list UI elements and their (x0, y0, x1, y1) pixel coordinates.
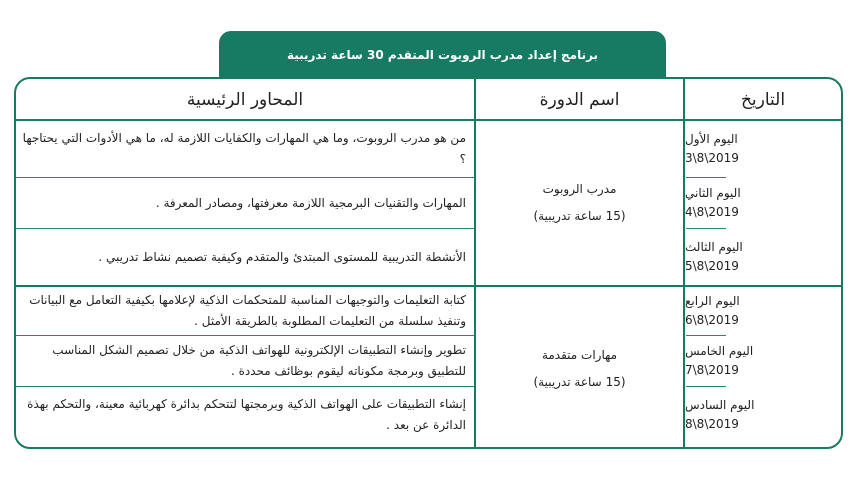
day-label: اليوم الرابع (685, 294, 740, 308)
course-hours: (15 ساعة تدريبية) (533, 375, 626, 389)
date-cell (685, 336, 841, 386)
date-value: 3\8\2019 (685, 151, 739, 165)
course-name: مدرب الروبوت (542, 182, 617, 196)
day-label: اليوم السادس (685, 398, 755, 412)
date-value: 6\8\2019 (685, 313, 739, 327)
day-label: اليوم الثاني (685, 186, 741, 200)
axis-cell: إنشاء التطبيقات على الهواتف الذكية وبرمجتها لتتحكم بدائرة كهربائية معينة، والتحكم بهذة الدائرة عن بعد . (27, 397, 466, 432)
header-course: اسم الدورة (539, 90, 620, 110)
date-cell (685, 387, 841, 443)
axis-cell: من هو مدرب الروبوت، وما هي المهارات والكفايات اللازمة له، ما هي الأدوات التي يحتاجها ؟ (22, 131, 466, 166)
day-label: اليوم الخامس (685, 344, 754, 358)
day-label: اليوم الأول (685, 132, 738, 146)
date-cell (685, 121, 841, 177)
header-axes: المحاور الرئيسية (186, 90, 304, 110)
date-cell (685, 229, 841, 285)
axis-cell: الأنشطة التدريبية للمستوى المبتدئ والمتقدم وكيفية تصميم نشاط تدريبي . (98, 249, 466, 264)
day-label: اليوم الثالث (685, 240, 743, 254)
date-cell (685, 178, 841, 228)
course-cell (476, 121, 683, 285)
schedule-table (14, 77, 843, 449)
date-value: 7\8\2019 (685, 363, 739, 377)
date-value: 4\8\2019 (685, 205, 739, 219)
course-cell (476, 287, 683, 449)
program-title: برنامج إعداد مدرب الروبوت المتقدم 30 ساعة تدريبية (219, 31, 666, 78)
axis-cell: كتابة التعليمات والتوجيهات المناسبة للمتحكمات الذكية لإعلامها بكيفية التعامل مع البيانات وتنفيذ سلسلة من التعليمات المطلوبة بالطريقة الأمثل . (29, 293, 466, 328)
course-hours: (15 ساعة تدريبية) (533, 209, 626, 223)
header-date: التاريخ (740, 90, 786, 110)
axis-cell: تطوير وإنشاء التطبيقات الإلكترونية للهواتف الذكية من خلال تصميم الشكل المناسب للتطبيق وبرمجة مكوناته ليقوم بوظائف محددة . (52, 343, 466, 378)
axis-cell: المهارات والتقنيات البرمجية اللازمة معرفتها، ومصادر المعرفة . (155, 195, 466, 210)
date-value: 8\8\2019 (685, 417, 739, 431)
date-value: 5\8\2019 (685, 259, 739, 273)
course-name: مهارات متقدمة (541, 348, 618, 362)
date-cell (685, 287, 841, 335)
